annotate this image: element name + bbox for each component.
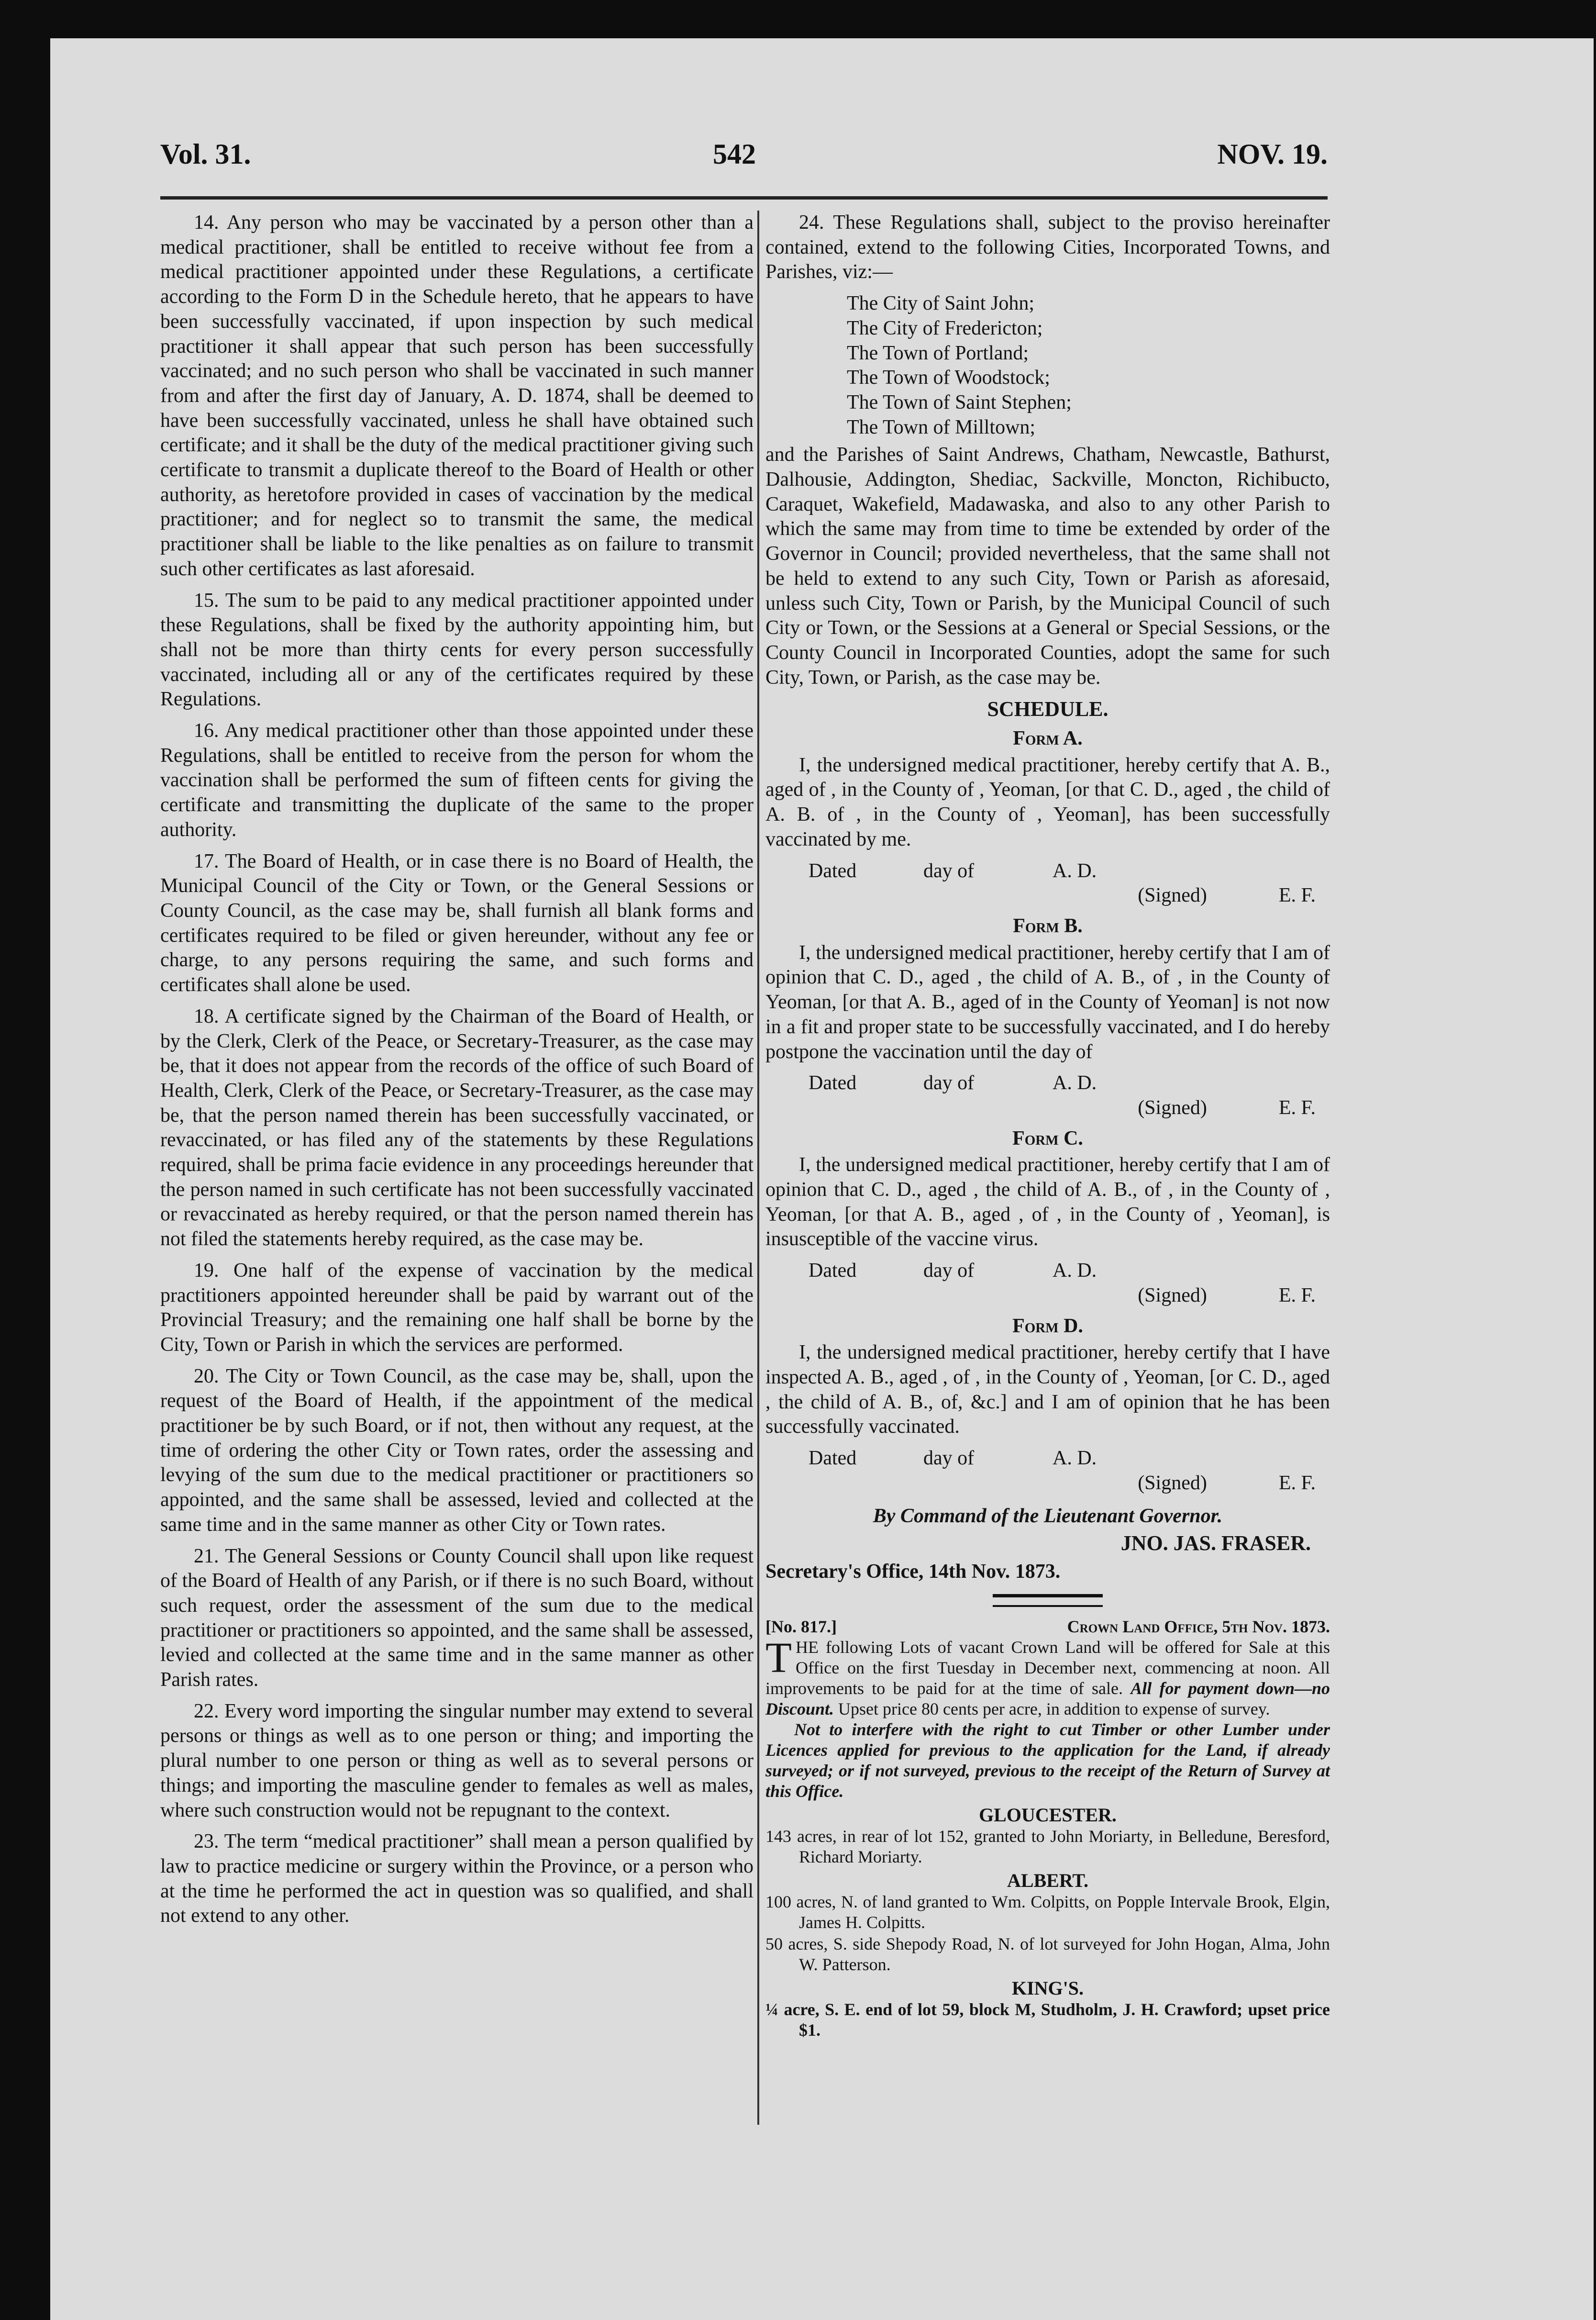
signer-initials: E. F.: [1278, 1284, 1316, 1306]
form-d: [765, 1314, 1330, 1496]
ad-label: A. D.: [1053, 859, 1097, 882]
day-of-label: day of: [923, 1447, 975, 1470]
form-title: Form A.: [1013, 727, 1083, 750]
signer-initials: E. F.: [1278, 1096, 1316, 1119]
signer-initials: E. F.: [1278, 884, 1316, 907]
column-divider: [757, 211, 759, 2125]
section-19: 19. One half of the expense of vaccination by the medical practitioners appointed hereunder shall be paid by warrant out of the Provincial Treasury; and the remaining one half shall be borne by the City, Town or Parish in which the services are performed.: [160, 1259, 754, 1356]
section-24-continued: and the Parishes of Saint Andrews, Chatham, Newcastle, Bathurst, Dalhousie, Addington, Shediac, Sackville, Moncton, Richibucto, Caraquet, Wakefield, Madawaska, and also to any other Parish to which the same may from time to time be extended by order of the Governor in Council; provided nevertheless, that the same shall not be held to extend to any such City, Town or Parish as aforesaid, unless such City, Town or Parish, by the Municipal Council of such City or Town, or the Sessions at a General or Special Sessions, or the County Council in Incorporated Counties, adopt the same for such City, Town, or Parish, as the case may be.: [765, 444, 1330, 689]
section-gloucester: GLOUCESTER.: [979, 1804, 1117, 1826]
form-a: [765, 726, 1330, 908]
notice-upset-price: Upset price 80 cents per acre, in addition to expense of survey.: [838, 1699, 1270, 1718]
schedule-title: SCHEDULE.: [987, 697, 1108, 721]
lot-entry: 50 acres, S. side Shepody Road, N. of lot surveyed for John Hogan, Alma, John W. Patterson.: [765, 1934, 1330, 1974]
section-21: 21. The General Sessions or County Council shall upon like request of the Board of Health of any Parish, or if there is no such Board, without such request, order the assessment of the sum due to the medical practitioner or practitioners so appointed, and the same shall be assessed, levied and collected at the same time and in the same manner as other Parish rates.: [160, 1545, 754, 1691]
section-kings: KING'S.: [1011, 1977, 1084, 1999]
dated-label: Dated: [809, 1260, 857, 1282]
place-item: The City of Saint John;: [847, 292, 1034, 315]
lot-entry: 100 acres, N. of land granted to Wm. Colpitts, on Popple Intervale Brook, Elgin, James H. Colpitts.: [765, 1892, 1330, 1932]
ornamental-rule: [993, 1594, 1103, 1607]
section-albert: ALBERT.: [1007, 1869, 1089, 1891]
section-23: 23. The term “medical practitioner” shall mean a person qualified by law to practice medicine or surgery within the Province, or a person who at the time he performed the act in question was so qualified, and shall not extend to any other.: [160, 1830, 754, 1927]
secretary-office-date: Secretary's Office, 14th Nov. 1873.: [765, 1560, 1061, 1583]
dated-label: Dated: [809, 859, 857, 882]
day-of-label: day of: [923, 859, 975, 882]
place-item: The Town of Milltown;: [847, 416, 1036, 438]
form-dated-line: [809, 859, 1330, 884]
place-item: The City of Fredericton;: [847, 317, 1043, 339]
notice-intro-text: HE following Lots of vacant Crown Land will be offered for Sale at this Office on the first Tuesday in December next, commencing at noon. All improvements to be paid for at the time of sale.: [765, 1637, 1330, 1698]
issue-date: NOV. 19.: [1217, 138, 1328, 170]
place-item: The Town of Saint Stephen;: [847, 391, 1072, 413]
drop-cap: T: [765, 1634, 792, 1682]
form-title: Form C.: [1012, 1127, 1083, 1149]
left-column: [160, 211, 754, 1935]
form-dated-line: [809, 1446, 1330, 1471]
ad-label: A. D.: [1053, 1447, 1097, 1470]
signed-label: (Signed): [1138, 1284, 1207, 1306]
lot-entry: 143 acres, in rear of lot 152, granted to John Moriarty, in Belledune, Beresford, Richard Moriarty.: [765, 1826, 1330, 1866]
signer-initials: E. F.: [1278, 1472, 1316, 1494]
notice-italic-note: Not to interfere with the right to cut Timber or other Lumber under Licences applied for previous to the application for the Land, if already surveyed; or if not surveyed, previous to the receipt of the Return of Survey at this Office.: [765, 1719, 1330, 1801]
section-20: 20. The City or Town Council, as the case may be, shall, upon the request of the Board of Health, if the appointment of the medical practitioner be by such Board, or if not, then without any request, at the time of ordering the other City or Town rates, order the assessing and levying of the sum due to the medical practitioner or practitioners so appointed, and the same shall be assessed, levied and collected at the same time and in the same manner as other City or Town rates.: [160, 1365, 754, 1536]
signed-label: (Signed): [1138, 1096, 1207, 1119]
form-signature-line: [765, 1096, 1330, 1121]
form-dated-line: [809, 1071, 1330, 1096]
command-line: By Command of the Lieutenant Governor.: [873, 1505, 1223, 1528]
form-title: Form D.: [1012, 1315, 1083, 1337]
notice-number: [No. 817.]: [765, 1617, 837, 1636]
signed-label: (Signed): [1138, 1472, 1207, 1494]
day-of-label: day of: [923, 1072, 975, 1094]
place-item: The Town of Portland;: [847, 342, 1029, 364]
form-title: Form B.: [1013, 915, 1083, 937]
form-signature-line: [765, 1471, 1330, 1496]
volume-label: Vol. 31.: [160, 138, 251, 170]
section-16: 16. Any medical practitioner other than those appointed under these Regulations, shall be entitled to receive from the person for whom the vaccination shall be performed the sum of fifteen cents for giving the certificate and transmitting the duplicate of the same to the proper authority.: [160, 720, 754, 841]
section-15: 15. The sum to be paid to any medical practitioner appointed under these Regulations, shall be fixed by the authority appointing him, but shall not be more than thirty cents for every person successfully vaccinated, including all or any of the certificates required by these Regulations.: [160, 589, 754, 711]
form-dated-line: [809, 1259, 1330, 1283]
form-body: I, the undersigned medical practitioner, hereby certify that I am of opinion that C. D., aged , the child of A. B., of , in the County of Yeoman, [or that A. B., aged of in the County of Yeoman] is not now in a fit and proper state to be successfully vaccinated, and I do hereby postpone the vaccination until the day of: [765, 941, 1330, 1063]
header-rule: [160, 196, 1328, 200]
form-body: I, the undersigned medical practitioner, hereby certify that I am of opinion that C. D., aged , the child of A. B., of , in the County of , Yeoman, [or that A. B., aged , of , in the County of , Yeoman], is insusceptible of the vaccine virus.: [765, 1154, 1330, 1250]
lot-entry: ¼ acre, S. E. end of lot 59, block M, Studholm, J. H. Crawford; upset price $1.: [765, 1999, 1330, 2040]
section-18: 18. A certificate signed by the Chairman of the Board of Health, or by the Clerk, Clerk of the Peace, or Secretary-Treasurer, as the case may be, that it does not appear from the records of the office of such Board of Health, Clerk, Clerk of the Peace, or Secretary-Treasurer, as the case may be, that the person named therein has been successfully vaccinated, or revaccinated, or has filed any of the statements by these Regulations required, shall be prima facie evidence in any proceedings hereunder that the person named in such certificate has not been successfully vaccinated or revaccinated as hereby required, or that the person named therein has not filed the statements hereby required, as the case may be.: [160, 1005, 754, 1250]
page-number: 542: [713, 138, 756, 170]
section-22: 22. Every word importing the singular number may extend to several persons or things as well as to one person or thing; and importing the plural number to one person or thing as well as to several persons or things; and importing the masculine gender to females as well as males, where such construction would not be repugnant to the context.: [160, 1700, 754, 1821]
form-body: I, the undersigned medical practitioner, hereby certify that A. B., aged of , in the County of , Yeoman, [or that C. D., aged , the child of A. B. of , in the County of , Yeoman], has been successfully vaccinated by me.: [765, 754, 1330, 850]
notice-intro: [765, 1634, 1330, 1719]
right-column: [765, 211, 1330, 2041]
page-header: [160, 119, 1328, 198]
form-body: I, the undersigned medical practitioner, hereby certify that I have inspected A. B., aged , of , in the County of , Yeoman, [or C. D., aged , the child of A. B., of, &c.] and I am of opinion that he has been successfully vaccinated.: [765, 1341, 1330, 1438]
notice-header: [765, 1617, 1330, 1637]
ad-label: A. D.: [1053, 1072, 1097, 1094]
section-24: 24. These Regulations shall, subject to the proviso hereinafter contained, extend to the following Cities, Incorporated Towns, and Parishes, viz:—: [765, 212, 1330, 283]
secretary-signature: JNO. JAS. FRASER.: [1120, 1531, 1311, 1555]
form-b: [765, 914, 1330, 1121]
ad-label: A. D.: [1053, 1260, 1097, 1282]
place-item: The Town of Woodstock;: [847, 367, 1050, 389]
section-14: 14. Any person who may be vaccinated by a person other than a medical practitioner, shall be entitled to receive without fee from a medical practitioner appointed under these Regulations, a certificate according to the Form D in the Schedule hereto, that he appears to have been successfully vaccinated, if upon inspection by such medical practitioner it shall appear that such person has been successfully vaccinated; and no such person who shall be vaccinated in such manner from and after the first day of January, A. D. 1874, shall be deemed to have been successfully vaccinated, unless he shall have obtained such certificate; and it shall be the duty of the medical practitioner giving such certificate to transmit a duplicate thereof to the Board of Health or other authority, as heretofore provided in cases of vaccination by the medical practitioner; and for neglect so to transmit the same, the medical practitioner shall be liable to the like penalties as on failure to transmit such other certificates as last aforesaid.: [160, 212, 754, 580]
form-c: [765, 1127, 1330, 1308]
form-signature-line: [765, 1283, 1330, 1308]
signed-label: (Signed): [1138, 884, 1207, 907]
dated-label: Dated: [809, 1072, 857, 1094]
places-list: [847, 291, 1330, 440]
day-of-label: day of: [923, 1260, 975, 1282]
section-17: 17. The Board of Health, or in case there is no Board of Health, the Municipal Council of the City or Town, or the General Sessions or County Council, as the case may be, shall furnish all blank forms and certificates required to be filed or given hereunder, without any fee or charge, to any persons requiring the same, and such forms and certificates shall alone be used.: [160, 850, 754, 996]
dated-label: Dated: [809, 1447, 857, 1470]
notice-office-date: Crown Land Office, 5th Nov. 1873.: [1067, 1617, 1330, 1636]
crown-land-notice: [765, 1617, 1330, 2041]
notice-payment-terms: All for payment down—no Discount.: [765, 1678, 1330, 1718]
form-signature-line: [765, 883, 1330, 908]
